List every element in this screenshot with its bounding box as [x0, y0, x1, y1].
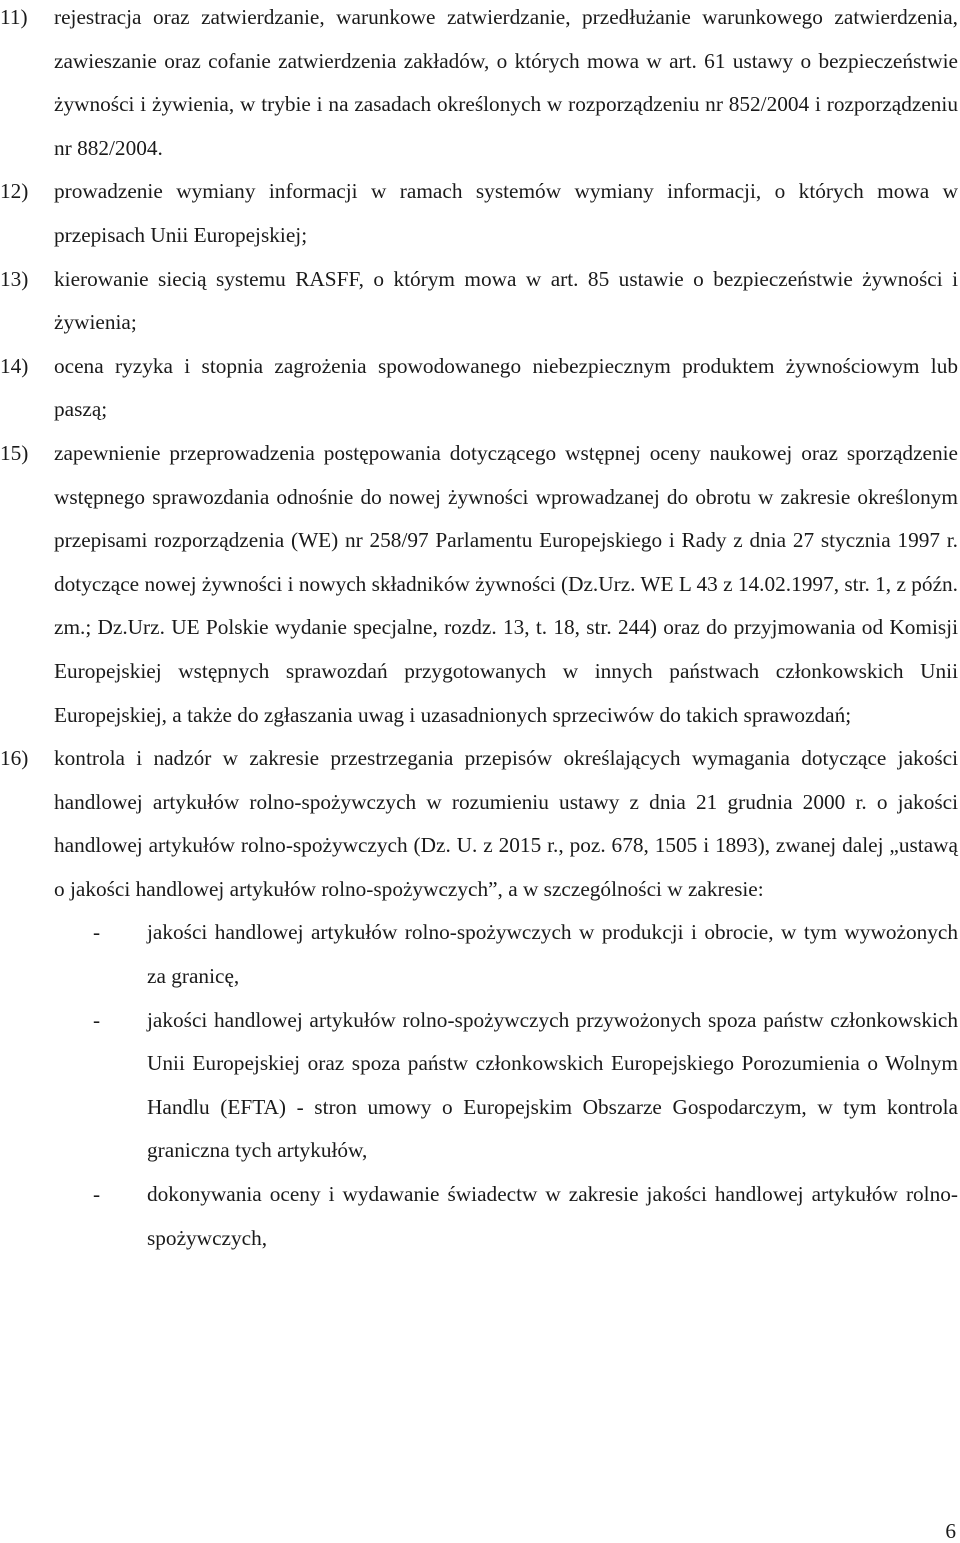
page-number: 6 [945, 1519, 956, 1543]
dash-list [54, 911, 958, 1260]
list-item-14 [0, 345, 958, 432]
list-item-13 [0, 258, 958, 345]
item-number: 14) [0, 353, 29, 378]
dash-item [0, 911, 958, 998]
list-item-16 [0, 737, 958, 1260]
item-text: kierowanie siecią systemu RASFF, o którym mowa w art. 85 ustawie o bezpieczeństwie żywności i żywienia; [54, 266, 958, 335]
dash-item-text: jakości handlowej artykułów rolno-spożywczych w produkcji i obrocie, w tym wywożonych za granicę, [147, 920, 958, 989]
dash-marker: - [93, 920, 101, 945]
list-item-15 [0, 432, 958, 737]
item-number: 12) [0, 179, 29, 204]
dash-item-text: dokonywania oceny i wydawanie świadectw w zakresie jakości handlowej artykułów rolno-spożywczych, [147, 1182, 958, 1250]
item-text: rejestracja oraz zatwierdzanie, warunkowe zatwierdzanie, przedłużanie warunkowego zatwierdzenia, zawieszanie oraz cofanie zatwierdzenia zakładów, o których mowa w art. 61 ustawy o bezpieczeństwie żywności i żywienia, w trybie i na zasadach określonych w rozporządzeniu nr 852/2004 i rozporządzeniu nr 882/2004. [54, 5, 958, 160]
item-number: 13) [0, 266, 29, 291]
item-text: zapewnienie przeprowadzenia postępowania dotyczącego wstępnej oceny naukowej oraz sporządzenie wstępnego sprawozdania odnośnie do nowej żywności wprowadzanej do obrotu w zakresie określonym przepisami rozporządzenia (WE) nr 258/97 Parlamentu Europejskiego i Rady z dnia 27 stycznia 1997 r. dotyczące nowej żywności i nowych składników żywności (Dz.Urz. WE L 43 z 14.02.1997, str. 1, z późn. zm.; Dz.Urz. UE Polskie wydanie specjalne, rozdz. 13, t. 18, str. 244) oraz do przyjmowania od Komisji Europejskiej wstępnych sprawozdań przygotowanych w innych państwach członkowskich Unii Europejskiej, a także do zgłaszania uwag i uzasadnionych sprzeciwów do takich sprawozdań; [54, 440, 958, 727]
list-item-12 [0, 170, 958, 257]
item-number: 16) [0, 746, 29, 771]
dash-marker: - [93, 1182, 101, 1207]
list-item-11 [0, 0, 958, 170]
item-number: 11) [0, 5, 28, 29]
dash-item-text: jakości handlowej artykułów rolno-spożywczych przywożonych spoza państw członkowskich Unii Europejskiej oraz spoza państw członkowskich Europejskiego Porozumienia o Wolnym Handlu (EFTA) - stron umowy o Europejskim Obszarze Gospodarczym, w tym kontrola graniczna tych artykułów, [147, 1007, 958, 1163]
item-text: prowadzenie wymiany informacji w ramach systemów wymiany informacji, o których mowa w przepisach Unii Europejskiej; [54, 179, 958, 247]
item-number: 15) [0, 440, 29, 465]
dash-marker: - [93, 1007, 101, 1032]
dash-item [0, 1173, 958, 1260]
dash-item [0, 999, 958, 1173]
item-body [54, 737, 958, 1260]
item-text: kontrola i nadzór w zakresie przestrzegania przepisów określających wymagania dotyczące jakości handlowej artykułów rolno-spożywczych w rozumieniu ustawy z dnia 21 grudnia 2000 r. o jakości handlowej artykułów rolno-spożywczych (Dz. U. z 2015 r., poz. 678, 1505 i 1893), zwanej dalej „ustawą o jakości handlowej artykułów rolno-spożywczych”, a w szczególności w zakresie: [54, 746, 958, 901]
item-text: ocena ryzyka i stopnia zagrożenia spowodowanego niebezpiecznym produktem żywnościowym lub paszą; [54, 353, 958, 422]
